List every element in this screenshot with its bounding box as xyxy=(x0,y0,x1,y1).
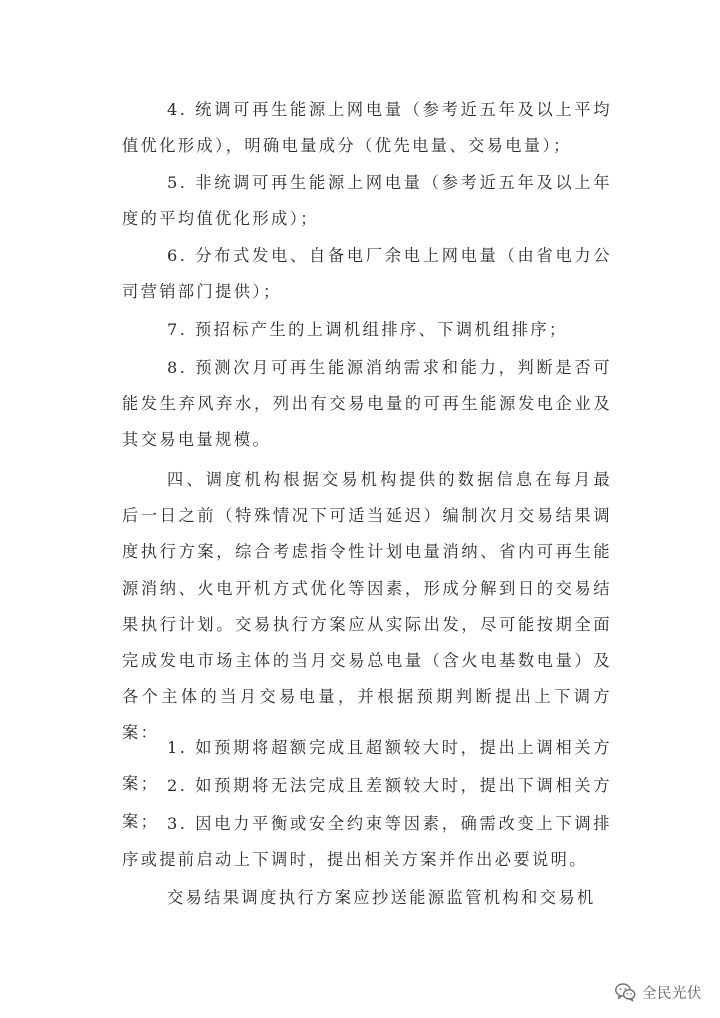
paragraph-item-7: 7. 预招标产生的上调机组排序、下调机组排序； xyxy=(167,320,568,339)
paragraph-subitem-1: 1. 如预期将超额完成且超额较大时，提出上调相关方案； xyxy=(122,738,612,794)
paragraph-item-8: 8. 预测次月可再生能源消纳需求和能力，判断是否可能发生弃风弃水，列出有交易电量的可再生能源发电企业及其交易电量规模。 xyxy=(122,358,612,450)
paragraph-subitem-3: 3. 因电力平衡或安全约束等因素，确需改变上下调排序或提前启动上下调时，提出相关方案并作出必要说明。 xyxy=(122,814,612,870)
paragraph-item-4: 4. 统调可再生能源上网电量（参考近五年及以上平均值优化形成），明确电量成分（优先电量、交易电量）； xyxy=(122,100,612,156)
watermark-text: 全民光伏 xyxy=(642,985,702,1002)
paragraph-closing: 交易结果调度执行方案应抄送能源监管机构和交易机 xyxy=(167,888,596,907)
paragraph-item-5: 5. 非统调可再生能源上网电量（参考近五年及以上年度的平均值优化形成）； xyxy=(122,173,612,229)
paragraph-item-6: 6. 分布式发电、自备电厂余电上网电量（由省电力公司营销部门提供）； xyxy=(122,246,612,302)
paragraph-section-four: 四、调度机构根据交易机构提供的数据信息在每月最后一日之前（特殊情况下可适当延迟）编制次月交易结果调度执行方案，综合考虑指令性计划电量消纳、省内可再生能源消纳、火电开机方式优化等因素，形成分解到日的交易结果执行计划。交易执行方案应从实际出发，尽可能按期全面完成发电市场主体的当月交易总电量（含火电基数电量）及各个主体的当月交易电量，并根据预期判断提出上下调方案： xyxy=(122,470,612,743)
wechat-icon xyxy=(614,982,636,1002)
watermark xyxy=(614,980,702,1004)
paragraph-subitem-2: 2. 如预期将无法完成且差额较大时，提出下调相关方案； xyxy=(122,776,612,832)
